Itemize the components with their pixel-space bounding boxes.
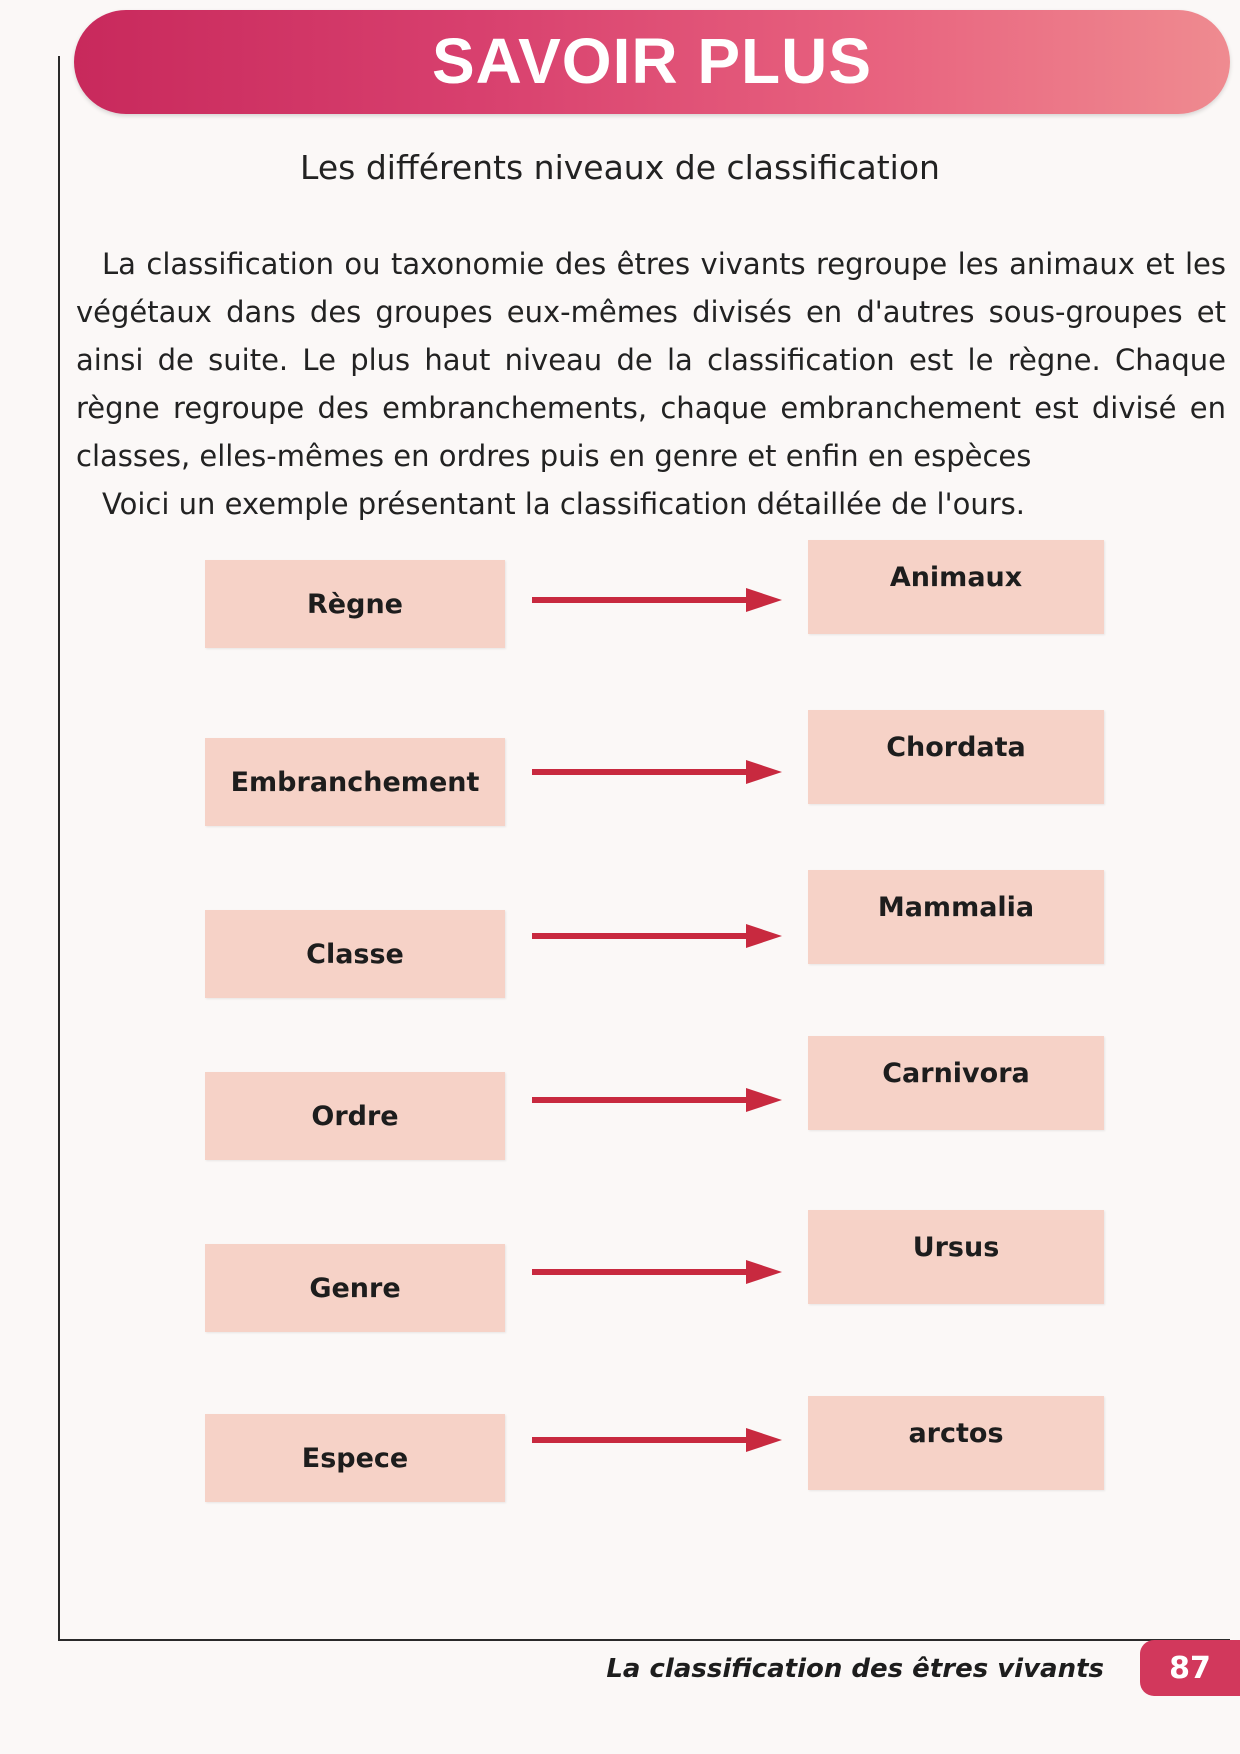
value-box: Carnivora <box>808 1036 1104 1130</box>
arrow-icon <box>532 752 782 792</box>
level-box: Règne <box>205 560 505 648</box>
banner-title: SAVOIR PLUS <box>431 25 873 97</box>
footer-chapter-title: La classification des êtres vivants <box>606 1654 1104 1684</box>
arrow-icon <box>532 1252 782 1292</box>
level-box: Classe <box>205 910 505 998</box>
banner <box>74 10 1230 114</box>
value-box: Chordata <box>808 710 1104 804</box>
value-box: arctos <box>808 1396 1104 1490</box>
arrow-icon <box>532 580 782 620</box>
level-box: Ordre <box>205 1072 505 1160</box>
value-box: Animaux <box>808 540 1104 634</box>
paragraph-text: La classification ou taxonomie des êtres vivants regroupe les animaux et les végétaux dans des groupes eux-mêmes divisés en d'autres sous-groupes et ainsi de suite. Le plus haut niveau de la classification est le règne. Chaque règne regroupe des embranchements, chaque embranchement est divisé en classes, elles-mêmes en ordres puis en genre et enfin en espèces <box>76 247 1226 473</box>
arrow-icon <box>532 916 782 956</box>
level-box: Genre <box>205 1244 505 1332</box>
value-box: Mammalia <box>808 870 1104 964</box>
page-number: 87 <box>1140 1640 1240 1696</box>
intro-paragraph <box>76 240 1226 528</box>
arrow-icon <box>532 1080 782 1120</box>
level-box: Espece <box>205 1414 505 1502</box>
arrow-icon <box>532 1420 782 1460</box>
level-box: Embranchement <box>205 738 505 826</box>
section-subtitle: Les différents niveaux de classification <box>300 148 940 187</box>
paragraph-text-2: Voici un exemple présentant la classification détaillée de l'ours. <box>102 487 1025 521</box>
value-box: Ursus <box>808 1210 1104 1304</box>
